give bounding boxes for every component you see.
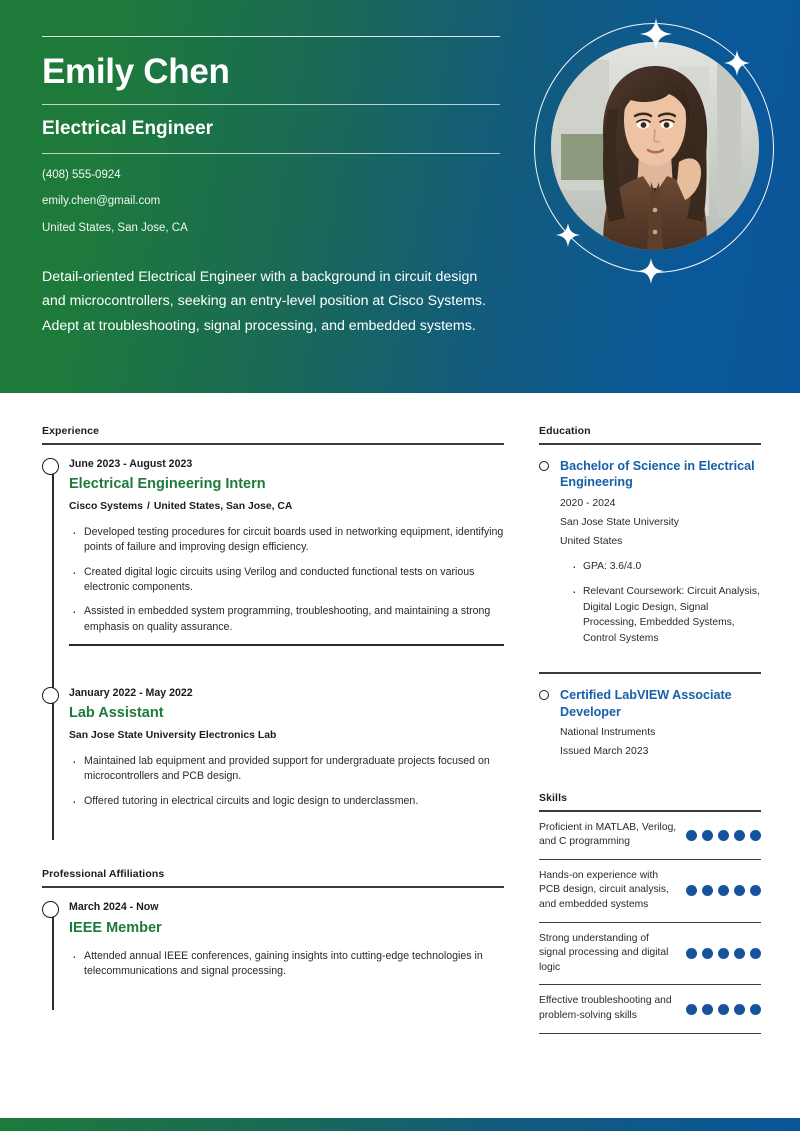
education-section-rule xyxy=(539,443,761,445)
experience-bullets xyxy=(69,525,504,635)
skill-row xyxy=(539,923,761,986)
rating-dot xyxy=(702,830,713,841)
rating-dot xyxy=(750,948,761,959)
experience-item xyxy=(69,686,504,841)
bullet-circle-icon xyxy=(539,690,549,700)
timeline-line xyxy=(52,473,54,841)
list-item: · GPA: 3.6/4.0 xyxy=(570,559,761,575)
rating-dot xyxy=(718,830,729,841)
rating-dot xyxy=(718,1004,729,1015)
experience-organization xyxy=(69,728,504,744)
experience-timeline xyxy=(42,457,504,841)
rating-dot xyxy=(686,948,697,959)
rating-dot xyxy=(686,830,697,841)
rating-dot xyxy=(750,885,761,896)
sidebar-column xyxy=(539,425,761,1034)
skill-label: Strong understanding of signal processing and digital logic xyxy=(539,932,669,973)
rating-dot xyxy=(702,948,713,959)
rating-dot xyxy=(750,830,761,841)
skills-section xyxy=(539,792,761,1034)
education-institution: San Jose State University xyxy=(560,516,679,528)
affiliation-role: IEEE Member xyxy=(69,919,162,936)
affiliations-section-rule xyxy=(42,886,504,888)
timeline-dot-icon xyxy=(42,458,59,475)
list-item: · Created digital logic circuits using Verilog and conducted functional tests on various electronic components. xyxy=(69,565,504,596)
skill-rating xyxy=(686,1004,761,1015)
contact-email: emily.chen@gmail.com xyxy=(42,195,161,208)
experience-bullets xyxy=(69,754,504,809)
rating-dot xyxy=(734,885,745,896)
photo-container xyxy=(527,17,781,282)
education-bullets xyxy=(560,559,761,648)
skill-rating xyxy=(686,885,761,896)
rating-dot xyxy=(686,885,697,896)
rating-dot xyxy=(718,885,729,896)
timeline-line xyxy=(52,916,54,1011)
contact-phone: (408) 555-0924 xyxy=(42,168,121,181)
education-section-label: Education xyxy=(539,425,591,437)
experience-role: Lab Assistant xyxy=(69,705,164,722)
contact-location: United States, San Jose, CA xyxy=(42,221,188,234)
skill-label: Hands-on experience with PCB design, circuit analysis, and embedded systems xyxy=(539,869,669,911)
education-title: Bachelor of Science in Electrical Engineering xyxy=(560,458,755,490)
list-item: · Attended annual IEEE conferences, gaining insights into cutting-edge technologies in telecommunications and signal processing. xyxy=(69,949,504,980)
skill-rating xyxy=(686,948,761,959)
affiliation-bullets xyxy=(69,949,504,980)
affiliations-section-label: Professional Affiliations xyxy=(42,868,165,881)
education-item xyxy=(539,687,761,766)
professional-summary: Detail-oriented Electrical Engineer with a background in circuit design and microcontrollers, seeking an entry-level position at Cisco Systems. Adept at troubleshooting, signal processing, and embedded systems. xyxy=(42,269,486,334)
experience-organization xyxy=(69,499,504,515)
skill-rating xyxy=(686,830,761,841)
skill-label: Effective troubleshooting and problem-solving skills xyxy=(539,995,672,1022)
portrait-illustration xyxy=(551,42,759,250)
avatar xyxy=(551,42,759,250)
experience-section xyxy=(42,425,504,840)
list-item: · Relevant Coursework: Circuit Analysis, Digital Logic Design, Signal Processing, Embedded Systems, Control Systems xyxy=(570,584,761,648)
experience-location: United States, San Jose, CA xyxy=(153,501,293,513)
skill-label: Proficient in MATLAB, Verilog, and C programming xyxy=(539,821,677,848)
education-item xyxy=(539,458,761,661)
education-divider xyxy=(539,672,761,674)
timeline-dot-icon xyxy=(42,687,59,704)
experience-section-label: Experience xyxy=(42,425,100,437)
certification-title: Certified LabVIEW Associate Developer xyxy=(560,687,732,719)
rating-dot xyxy=(718,948,729,959)
list-item: · Developed testing procedures for circuit boards used in networking equipment, identifying points of failure and improving design efficiency. xyxy=(69,525,504,556)
bullet-circle-icon xyxy=(539,461,549,471)
skills-section-label: Skills xyxy=(539,791,568,804)
experience-company: Cisco Systems xyxy=(69,501,143,513)
resume-header xyxy=(0,0,800,393)
candidate-job-title: Electrical Engineer xyxy=(42,117,214,139)
skill-row xyxy=(539,860,761,923)
list-item: · Assisted in embedded system programming, troubleshooting, and maintaining a strong emphasis on quality assurance. xyxy=(69,604,504,635)
list-item: · Maintained lab equipment and provided support for undergraduate projects focused on microcontrollers and PCB design. xyxy=(69,754,504,785)
list-item: · Offered tutoring in electrical circuits and logic design to underclassmen. xyxy=(69,794,504,809)
timeline-dot-icon xyxy=(42,901,59,918)
experience-date: June 2023 - August 2023 xyxy=(69,457,193,470)
candidate-name: Emily Chen xyxy=(42,52,230,91)
rating-dot xyxy=(734,830,745,841)
experience-item xyxy=(69,457,504,686)
experience-role: Electrical Engineering Intern xyxy=(69,476,266,493)
certification-issuer: National Instruments xyxy=(560,727,656,739)
affiliation-date: March 2024 - Now xyxy=(69,900,159,913)
affiliations-timeline xyxy=(42,900,504,1011)
rating-dot xyxy=(686,1004,697,1015)
certification-date: Issued March 2023 xyxy=(560,746,649,758)
skill-row xyxy=(539,812,761,860)
experience-date: January 2022 - May 2022 xyxy=(69,686,193,699)
education-section xyxy=(539,425,761,766)
skill-row xyxy=(539,985,761,1033)
header-text-block xyxy=(42,36,502,247)
footer-gradient-bar xyxy=(0,1118,800,1131)
education-country: United States xyxy=(560,535,623,547)
rating-dot xyxy=(702,885,713,896)
experience-section-rule xyxy=(42,443,504,445)
rating-dot xyxy=(734,948,745,959)
affiliation-item xyxy=(69,900,504,1011)
education-dates: 2020 - 2024 xyxy=(560,497,616,509)
rating-dot xyxy=(750,1004,761,1015)
main-column xyxy=(42,425,504,1010)
rating-dot xyxy=(734,1004,745,1015)
experience-item-divider xyxy=(69,644,504,645)
contact-block xyxy=(42,154,502,237)
experience-separator: / xyxy=(146,501,150,513)
rating-dot xyxy=(702,1004,713,1015)
affiliations-section xyxy=(42,868,504,1010)
experience-company: San Jose State University Electronics Lab xyxy=(69,730,277,742)
